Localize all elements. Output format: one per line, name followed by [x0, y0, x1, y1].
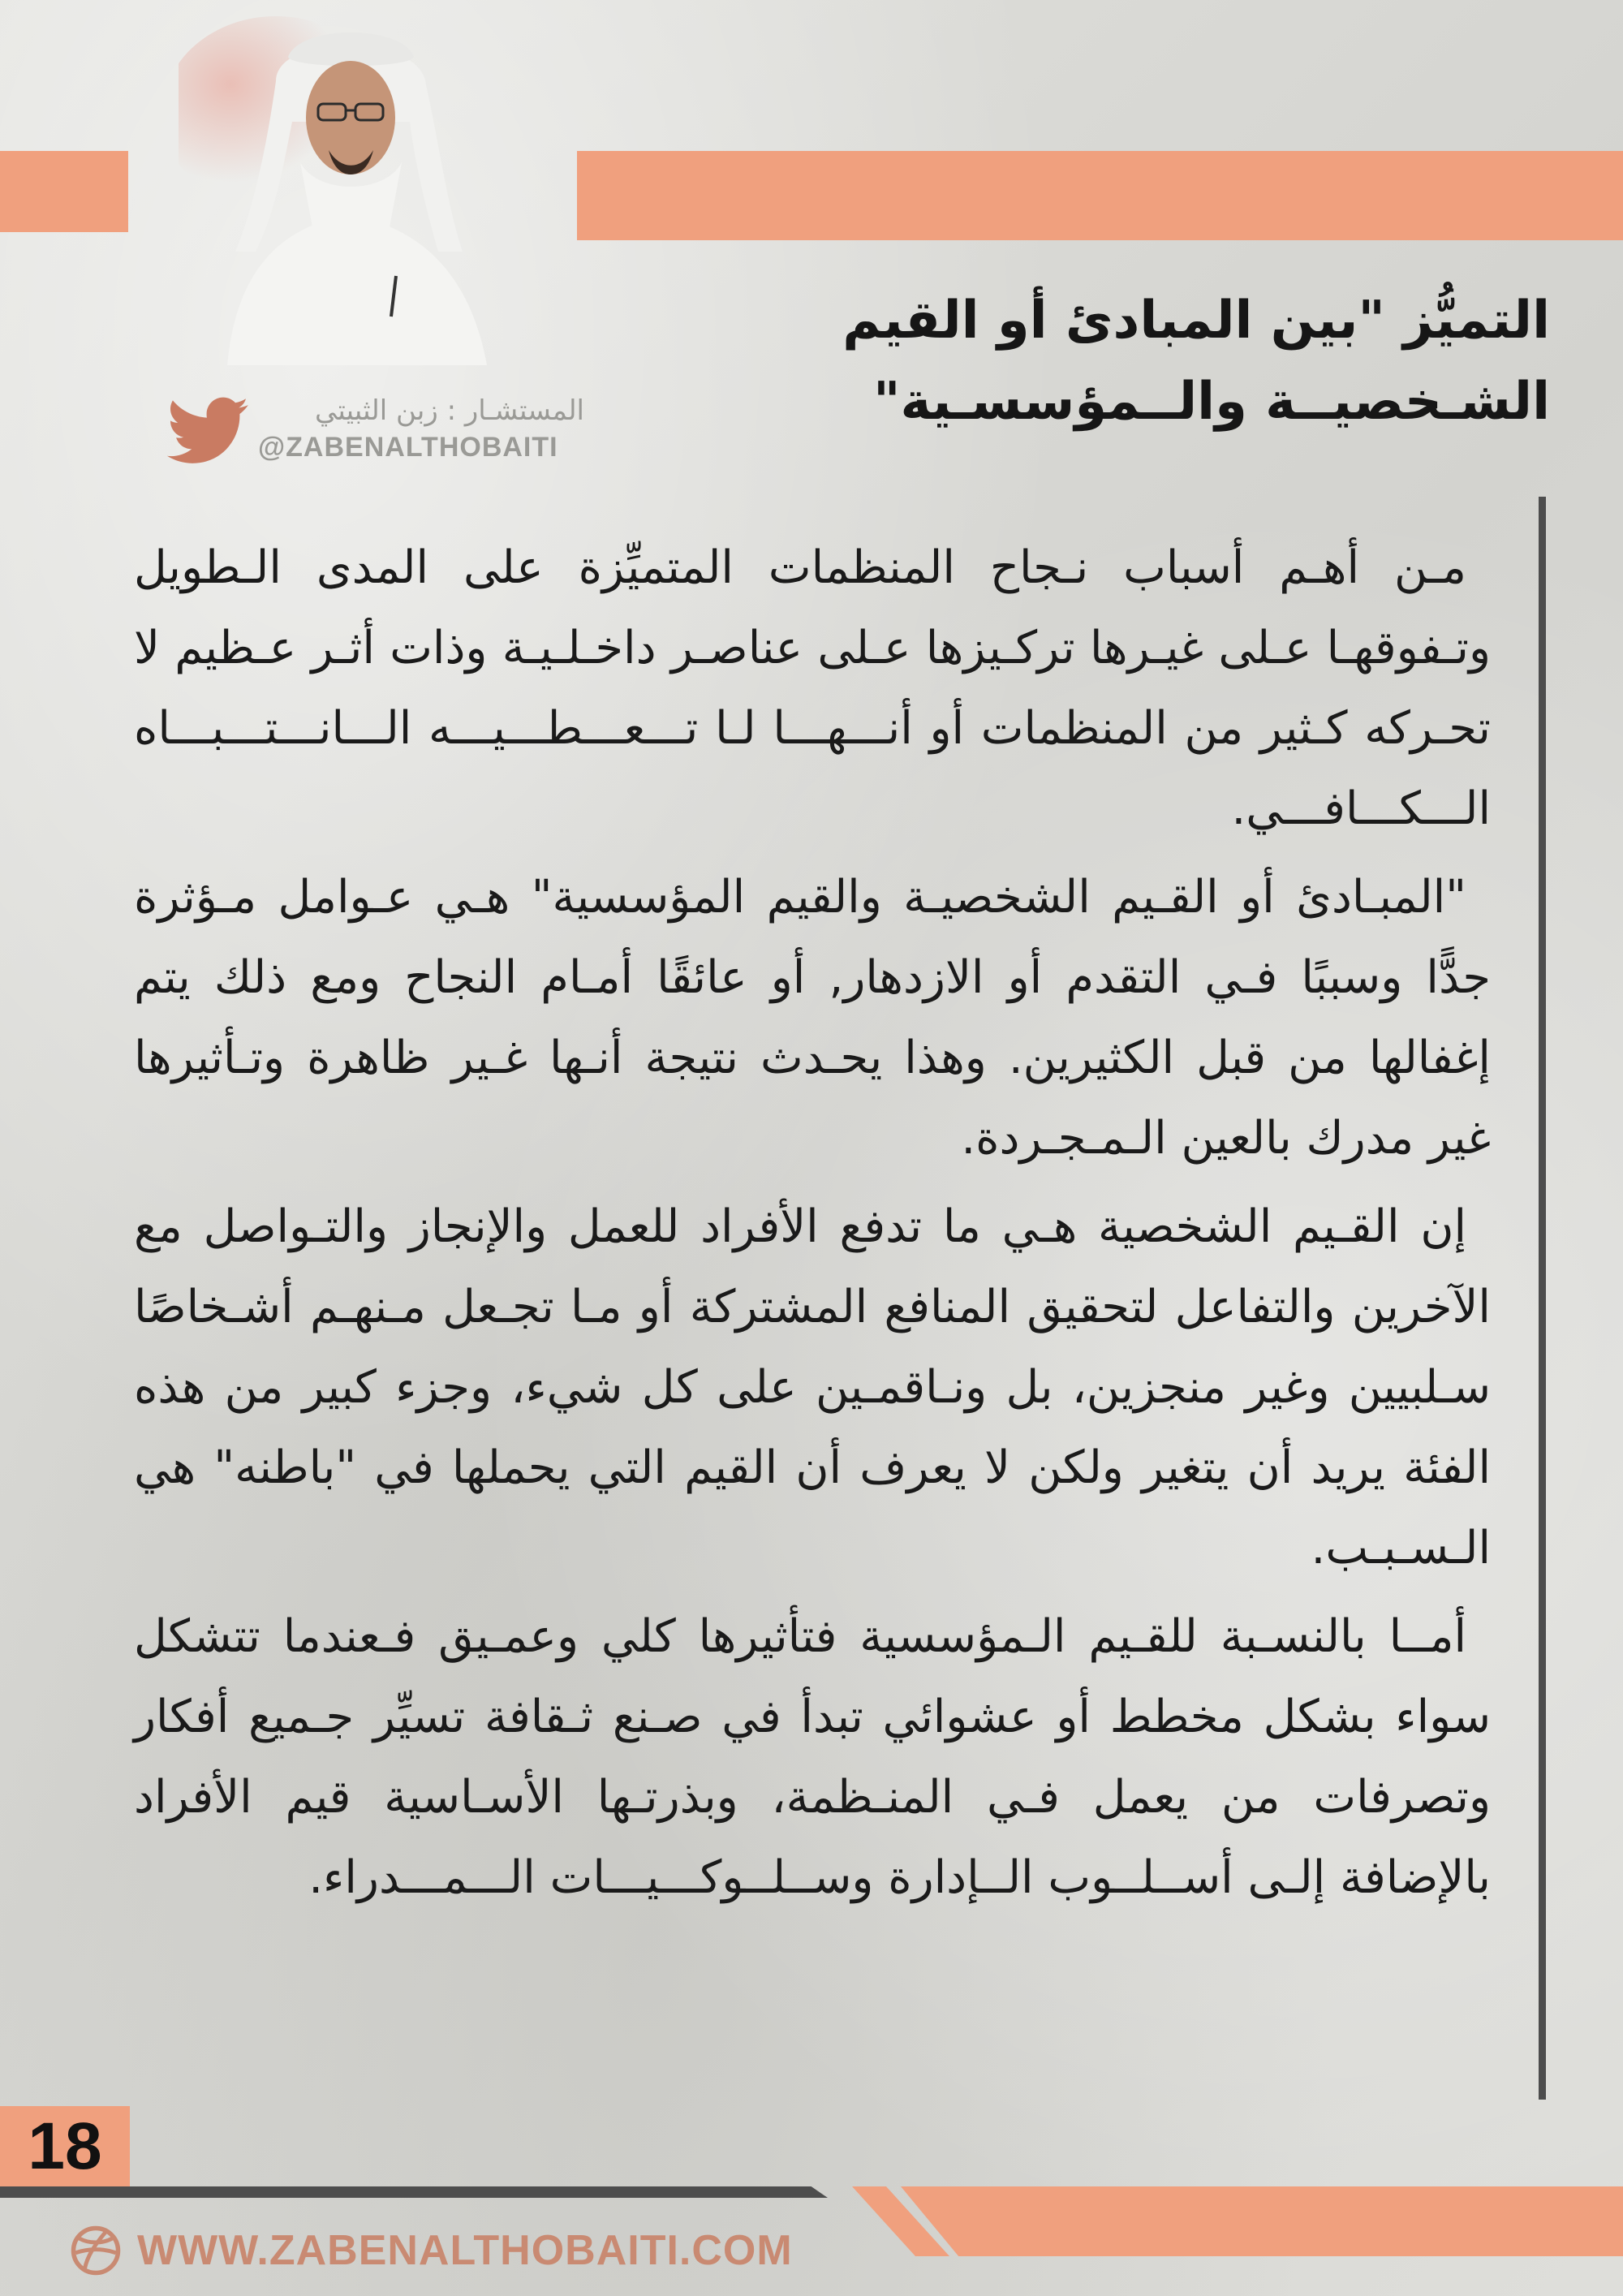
article-body — [134, 528, 1491, 1926]
paragraph-3: إن القـيم الشخصية هـي ما تدفع الأفراد للعمل والإنجاز والتـواصل مع الآخرين والتفاعل لتحقيق المنافع المشتركة أو مـا تجـعل مـنهـم أشـخاصًا سـلبيين وغير منجزين، بل ونـاقمـين على كل شيء، وجزء كبير من هذه الفئة يريد أن يتغير ولكن لا يعرف أن القيم التي يحملها في "باطنه" هي الـسـبـب. — [134, 1200, 1491, 1574]
vertical-divider — [1539, 497, 1546, 2100]
page-number: 18 — [0, 2106, 130, 2187]
author-info — [162, 390, 584, 479]
author-handle[interactable]: @ZABENALTHOBAITI — [258, 432, 558, 463]
footer-accent-bar — [901, 2186, 1623, 2256]
header-accent-bar-left — [0, 151, 128, 232]
paragraph-4: أمــا بالنسـبة للقـيم الـمؤسسية فتأثيرها كلي وعمـيق فـعندما تتشكل سواء بشكل مخطط أو عشوائي تبدأ في صـنع ثـقافة تسيِّر جـميع أفكار وتصرفات من يعمل فـي المنـظمة، وبذرتـها الأسـاسية قيم الأفراد بالإضافة إلـى أســلــوب الــإدارة وســلــوكـــيـــات الـــمـــدراء. — [134, 1610, 1491, 1904]
footer-divider-bar — [0, 2186, 828, 2198]
author-name: المستشـار : زبن الثبيتي — [315, 394, 584, 427]
paragraph-1: مـن أهـم أسباب نـجاح المنظمات المتميِّزة على المدى الـطويل وتـفوقهـا عـلى غيـرها تركـيزها عـلى عناصـر داخـلـيـة وذات أثـر عـظيم لا تحـركه كـثير من المنظمات أو أنـــهـــا لـا تـــعـــطـــيـــه الـــانـــتـــبـــاه الـــكـــافـــي. — [134, 541, 1491, 835]
twitter-bird-icon — [162, 390, 256, 471]
title-line-1: التميُّز "بين المبادئ أو القيم — [842, 291, 1550, 351]
page-title — [657, 280, 1550, 442]
footer-website[interactable] — [69, 2222, 793, 2279]
website-link[interactable]: WWW.ZABENALTHOBAITI.COM — [137, 2227, 793, 2274]
header-accent-bar-right — [577, 151, 1623, 240]
globe-icon — [69, 2224, 123, 2277]
title-line-2: الشـخصيــة والــمؤسسـية" — [873, 372, 1550, 432]
paragraph-2: "المبـادئ أو القـيم الشخصيـة والقيم المؤسسية" هـي عـوامل مـؤثرة جدًّا وسببًا فـي التقدم أو الازدهار, أو عائقًا أمـام النجاح ومع ذلك يتم إغفالها من قبل الكثيرين. وهذا يحـدث نتيجة أنـها غـير ظاهرة وتـأثيرها غير مدرك بالعين الـمـجـردة. — [134, 871, 1491, 1165]
author-portrait — [179, 8, 519, 365]
